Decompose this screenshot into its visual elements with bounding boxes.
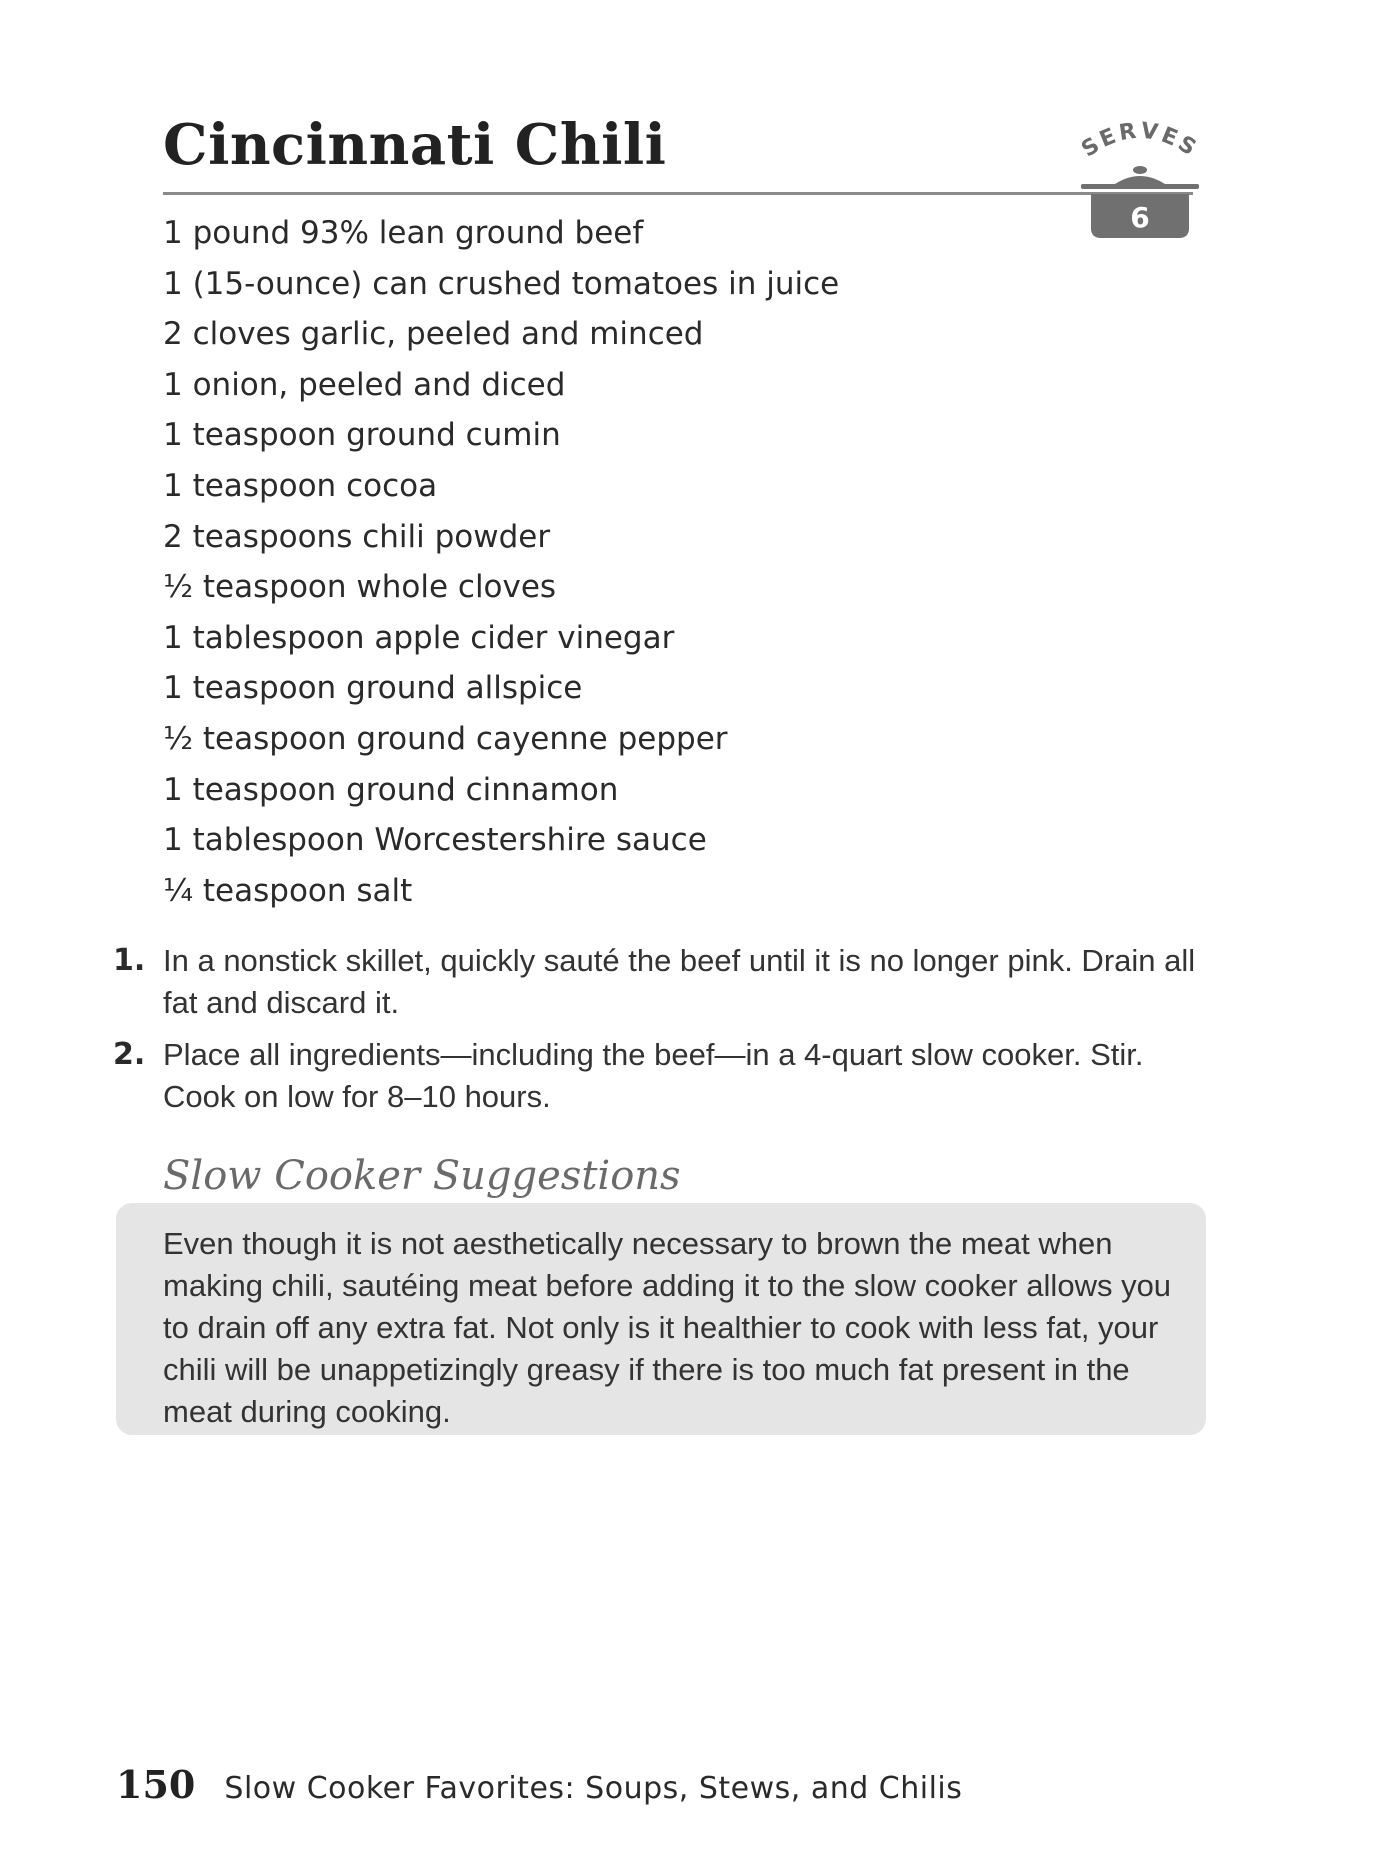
recipe-title: Cincinnati Chili (163, 112, 667, 178)
ingredient-item: 1 teaspoon ground allspice (163, 670, 583, 707)
title-divider (163, 192, 1193, 195)
ingredient-item: ½ teaspoon ground cayenne pepper (163, 720, 728, 757)
ingredient-item: 2 teaspoons chili powder (163, 518, 551, 555)
ingredient-item: 1 tablespoon Worcestershire sauce (163, 822, 707, 859)
ingredient-item: 1 pound 93% lean ground beef (163, 215, 644, 251)
instruction-step (113, 1034, 1213, 1118)
page-number: 150 (116, 1762, 196, 1807)
step-text: Place all ingredients—including the beef—in a 4-quart slow cooker. Stir. Cook on low for 8–10 hours. (163, 1037, 1144, 1114)
serves-badge (1075, 118, 1205, 253)
ingredient-item: 1 onion, peeled and diced (163, 366, 566, 403)
step-text: In a nonstick skillet, quickly sauté the beef until it is no longer pink. Drain all fat and discard it. (163, 943, 1196, 1020)
ingredient-item: 2 cloves garlic, peeled and minced (163, 316, 704, 353)
tip-text: Even though it is not aesthetically necessary to brown the meat when making chili, sautéing meat before adding it to the slow cooker allows you to drain off any extra fat. Not only is it healthier to cook with less fat, your chili will be unappetizingly greasy if there is too much fat present in the meat during cooking. (163, 1226, 1172, 1429)
book-title: Slow Cooker Favorites: Soups, Stews, and Chilis (224, 1771, 963, 1806)
serves-label: SERVES (1077, 118, 1203, 163)
ingredient-item: 1 teaspoon cocoa (163, 467, 438, 504)
ingredient-item: 1 tablespoon apple cider vinegar (163, 619, 675, 656)
ingredient-item: 1 teaspoon ground cinnamon (163, 771, 619, 808)
step-number: 2. (113, 1037, 146, 1072)
ingredient-list (163, 208, 839, 916)
ingredient-item: 1 (15-ounce) can crushed tomatoes in juice (163, 265, 840, 302)
ingredient-item: 1 teaspoon ground cumin (163, 417, 561, 454)
tip-heading: Slow Cooker Suggestions (163, 1153, 681, 1199)
tip-box (116, 1203, 1206, 1435)
instruction-step (113, 940, 1213, 1024)
step-number: 1. (113, 943, 146, 978)
ingredient-item: ¼ teaspoon salt (163, 872, 413, 909)
instruction-steps (113, 940, 1213, 1128)
page-footer (116, 1762, 962, 1807)
ingredient-item: ½ teaspoon whole cloves (163, 569, 557, 606)
serves-count: 6 (1130, 201, 1150, 234)
